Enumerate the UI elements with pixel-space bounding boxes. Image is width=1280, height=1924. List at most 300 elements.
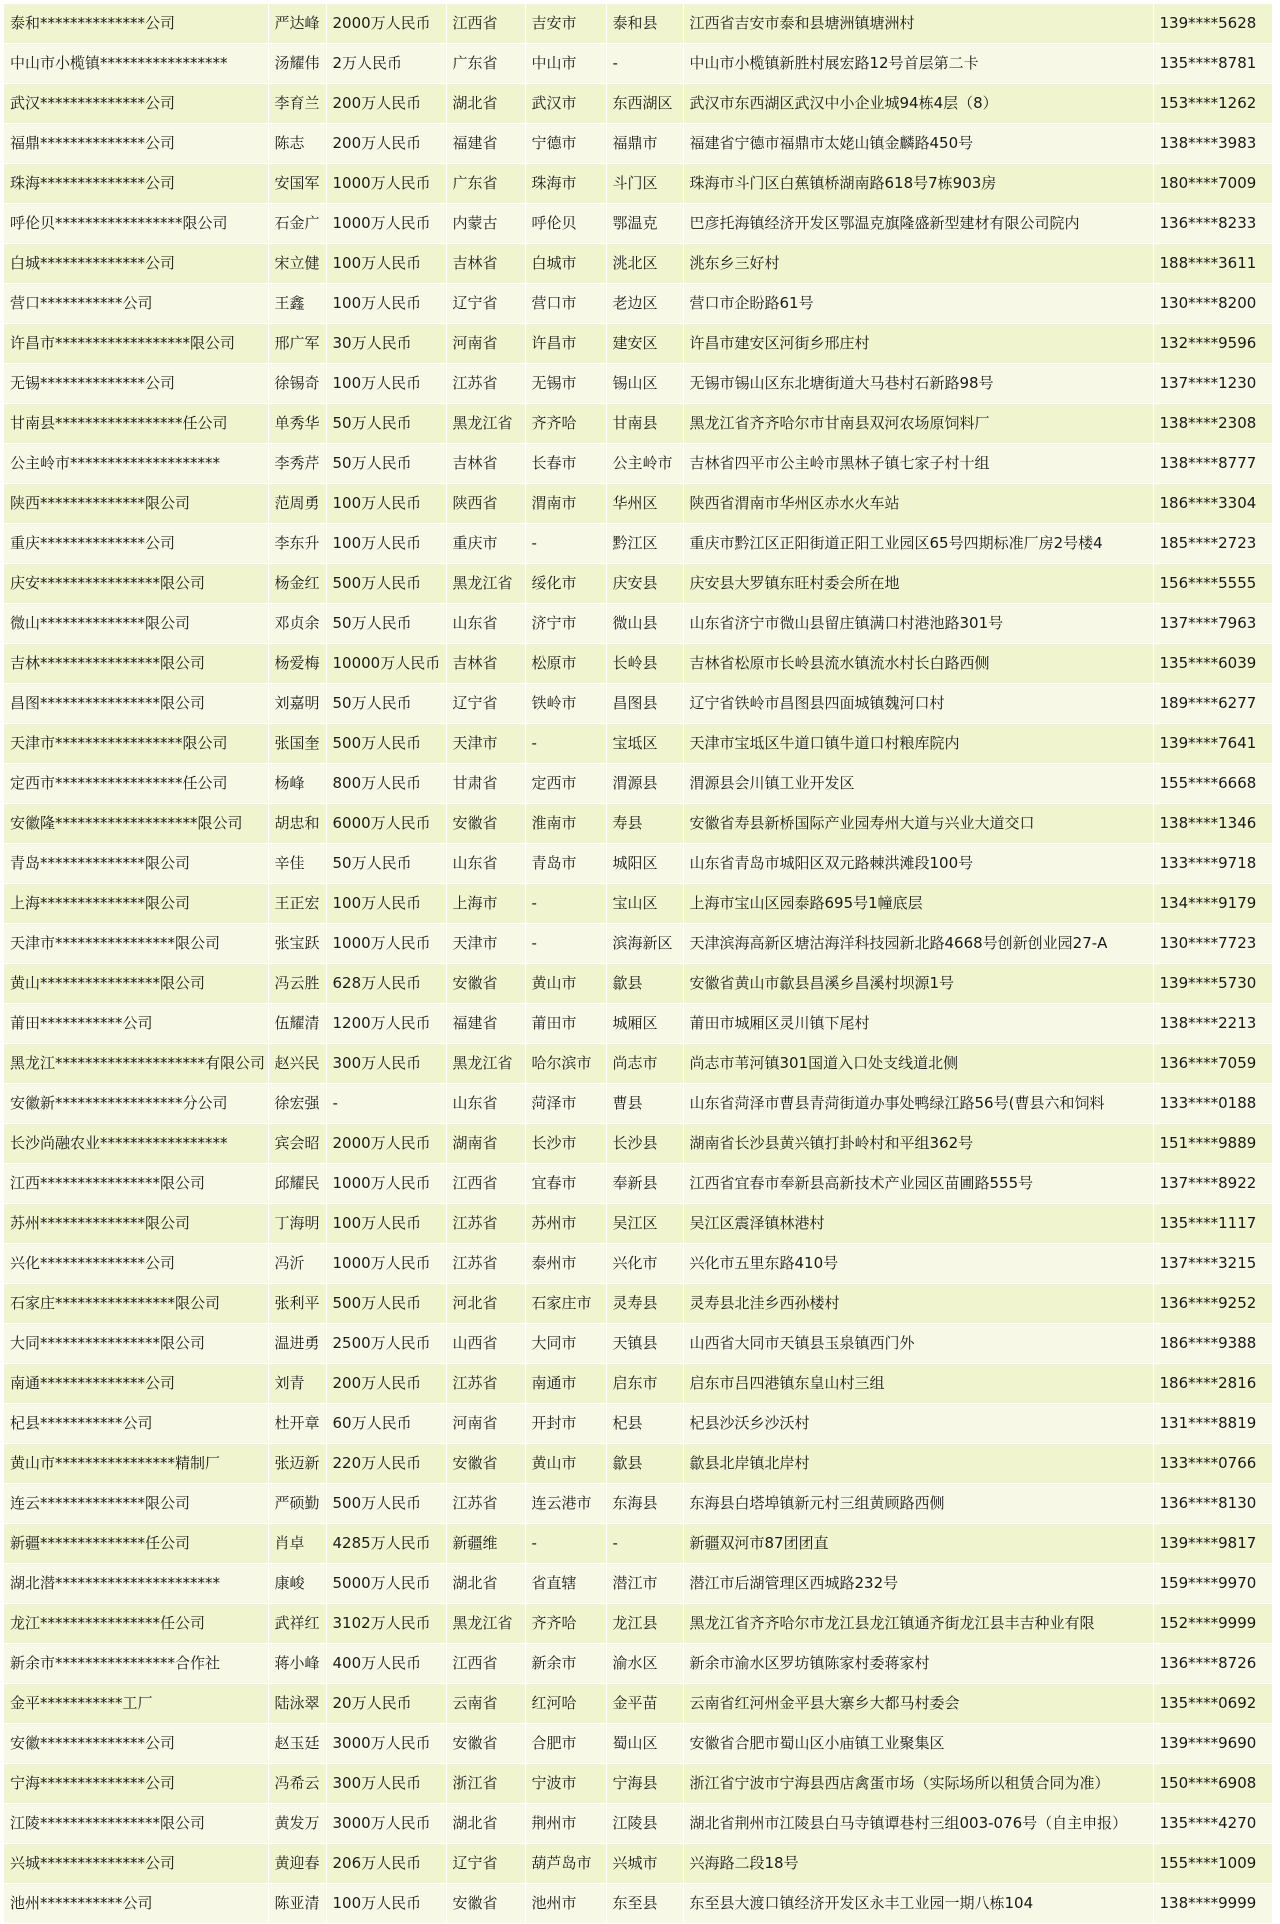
- legal-rep-cell: 伍耀清: [268, 1004, 326, 1044]
- legal-rep-cell: 邓贞余: [268, 604, 326, 644]
- legal-rep-cell: 黄发万: [268, 1804, 326, 1844]
- table-row: [4, 1284, 1272, 1324]
- table-row: [4, 84, 1272, 124]
- district-cell: 滨海新区: [606, 924, 683, 964]
- address-cell: 云南省红河州金平县大寨乡大都马村委会: [683, 1684, 1153, 1724]
- city-cell: 许昌市: [525, 324, 606, 364]
- district-cell: 长沙县: [606, 1124, 683, 1164]
- table-row: [4, 1564, 1272, 1604]
- province-cell: 安徽省: [446, 804, 525, 844]
- legal-rep-cell: 汤耀伟: [268, 44, 326, 84]
- registered-capital-cell: 800万人民币: [326, 764, 446, 804]
- legal-rep-cell: 徐锡奇: [268, 364, 326, 404]
- registered-capital-cell: 500万人民币: [326, 1484, 446, 1524]
- registered-capital-cell: 50万人民币: [326, 444, 446, 484]
- registered-capital-cell: 3000万人民币: [326, 1724, 446, 1764]
- phone-cell: 136****8726: [1153, 1644, 1272, 1684]
- district-cell: 昌图县: [606, 684, 683, 724]
- phone-cell: 189****6277: [1153, 684, 1272, 724]
- phone-cell: 135****6039: [1153, 644, 1272, 684]
- address-cell: 上海市宝山区园泰路695号1幢底层: [683, 884, 1153, 924]
- phone-cell: 136****8233: [1153, 204, 1272, 244]
- company-name-cell: 黑龙江********************有限公司: [4, 1044, 268, 1084]
- phone-cell: 156****5555: [1153, 564, 1272, 604]
- company-name-cell: 陕西**************限公司: [4, 484, 268, 524]
- table-row: [4, 1524, 1272, 1564]
- address-cell: 陕西省渭南市华州区赤水火车站: [683, 484, 1153, 524]
- city-cell: 青岛市: [525, 844, 606, 884]
- table-row: [4, 644, 1272, 684]
- legal-rep-cell: 刘青: [268, 1364, 326, 1404]
- district-cell: 鄂温克: [606, 204, 683, 244]
- district-cell: 泰和县: [606, 4, 683, 44]
- phone-cell: 152****9999: [1153, 1604, 1272, 1644]
- registered-capital-cell: 1000万人民币: [326, 1244, 446, 1284]
- province-cell: 辽宁省: [446, 284, 525, 324]
- province-cell: 辽宁省: [446, 684, 525, 724]
- legal-rep-cell: 杨金红: [268, 564, 326, 604]
- province-cell: 河南省: [446, 1404, 525, 1444]
- province-cell: 云南省: [446, 1684, 525, 1724]
- company-name-cell: 甘南县*****************任公司: [4, 404, 268, 444]
- address-cell: 新疆双河市87团团直: [683, 1524, 1153, 1564]
- address-cell: 东海县白塔埠镇新元村三组黄顾路西侧: [683, 1484, 1153, 1524]
- city-cell: 无锡市: [525, 364, 606, 404]
- address-cell: 兴化市五里东路410号: [683, 1244, 1153, 1284]
- city-cell: 泰州市: [525, 1244, 606, 1284]
- address-cell: 巴彦托海镇经济开发区鄂温克旗隆盛新型建材有限公司院内: [683, 204, 1153, 244]
- district-cell: 兴城市: [606, 1844, 683, 1884]
- city-cell: -: [525, 1524, 606, 1564]
- phone-cell: 133****0766: [1153, 1444, 1272, 1484]
- table-row: [4, 1604, 1272, 1644]
- city-cell: 定西市: [525, 764, 606, 804]
- phone-cell: 137****3215: [1153, 1244, 1272, 1284]
- address-cell: 天津滨海高新区塘沽海洋科技园新北路4668号创新创业园27-A: [683, 924, 1153, 964]
- address-cell: 杞县沙沃乡沙沃村: [683, 1404, 1153, 1444]
- company-name-cell: 庆安****************限公司: [4, 564, 268, 604]
- address-cell: 渭源县会川镇工业开发区: [683, 764, 1153, 804]
- legal-rep-cell: 康峻: [268, 1564, 326, 1604]
- city-cell: 武汉市: [525, 84, 606, 124]
- city-cell: 池州市: [525, 1884, 606, 1924]
- company-name-cell: 莆田***********公司: [4, 1004, 268, 1044]
- phone-cell: 188****3611: [1153, 244, 1272, 284]
- province-cell: 江苏省: [446, 1244, 525, 1284]
- legal-rep-cell: 严达峰: [268, 4, 326, 44]
- province-cell: 陕西省: [446, 484, 525, 524]
- registered-capital-cell: 50万人民币: [326, 684, 446, 724]
- table-row: [4, 1204, 1272, 1244]
- city-cell: 长春市: [525, 444, 606, 484]
- company-name-cell: 武汉**************公司: [4, 84, 268, 124]
- district-cell: 龙江县: [606, 1604, 683, 1644]
- table-row: [4, 324, 1272, 364]
- district-cell: 洮北区: [606, 244, 683, 284]
- table-row: [4, 404, 1272, 444]
- registered-capital-cell: 6000万人民币: [326, 804, 446, 844]
- registered-capital-cell: 50万人民币: [326, 404, 446, 444]
- registered-capital-cell: 200万人民币: [326, 84, 446, 124]
- legal-rep-cell: 肖卓: [268, 1524, 326, 1564]
- district-cell: 吴江区: [606, 1204, 683, 1244]
- address-cell: 中山市小榄镇新胜村展宏路12号首层第二卡: [683, 44, 1153, 84]
- district-cell: 渝水区: [606, 1644, 683, 1684]
- table-body: [4, 4, 1272, 1924]
- address-cell: 吉林省松原市长岭县流水镇流水村长白路西侧: [683, 644, 1153, 684]
- province-cell: 河南省: [446, 324, 525, 364]
- table-row: [4, 364, 1272, 404]
- district-cell: 老边区: [606, 284, 683, 324]
- registered-capital-cell: 2000万人民币: [326, 1124, 446, 1164]
- province-cell: 上海市: [446, 884, 525, 924]
- address-cell: 兴海路二段18号: [683, 1844, 1153, 1884]
- district-cell: 江陵县: [606, 1804, 683, 1844]
- company-name-cell: 苏州**************限公司: [4, 1204, 268, 1244]
- table-row: [4, 1244, 1272, 1284]
- legal-rep-cell: 陈亚清: [268, 1884, 326, 1924]
- phone-cell: 159****9970: [1153, 1564, 1272, 1604]
- company-name-cell: 兴化**************公司: [4, 1244, 268, 1284]
- legal-rep-cell: 武祥红: [268, 1604, 326, 1644]
- phone-cell: 180****7009: [1153, 164, 1272, 204]
- province-cell: 辽宁省: [446, 1844, 525, 1884]
- company-name-cell: 天津市****************限公司: [4, 924, 268, 964]
- city-cell: 南通市: [525, 1364, 606, 1404]
- table-row: [4, 1324, 1272, 1364]
- province-cell: 新疆维: [446, 1524, 525, 1564]
- district-cell: 甘南县: [606, 404, 683, 444]
- company-name-cell: 中山市小榄镇*****************: [4, 44, 268, 84]
- province-cell: 河北省: [446, 1284, 525, 1324]
- address-cell: 安徽省黄山市歙县昌溪乡昌溪村坝源1号: [683, 964, 1153, 1004]
- province-cell: 安徽省: [446, 964, 525, 1004]
- registered-capital-cell: 100万人民币: [326, 484, 446, 524]
- registered-capital-cell: 500万人民币: [326, 1284, 446, 1324]
- province-cell: 江苏省: [446, 1484, 525, 1524]
- address-cell: 江西省吉安市泰和县塘洲镇塘洲村: [683, 4, 1153, 44]
- province-cell: 山西省: [446, 1324, 525, 1364]
- table-row: [4, 1484, 1272, 1524]
- company-name-cell: 安徽隆*******************限公司: [4, 804, 268, 844]
- district-cell: 启东市: [606, 1364, 683, 1404]
- registered-capital-cell: 400万人民币: [326, 1644, 446, 1684]
- district-cell: 福鼎市: [606, 124, 683, 164]
- city-cell: 松原市: [525, 644, 606, 684]
- table-row: [4, 1004, 1272, 1044]
- city-cell: -: [525, 924, 606, 964]
- phone-cell: 132****9596: [1153, 324, 1272, 364]
- province-cell: 吉林省: [446, 244, 525, 284]
- district-cell: 歙县: [606, 1444, 683, 1484]
- table-row: [4, 1764, 1272, 1804]
- table-row: [4, 1724, 1272, 1764]
- province-cell: 湖北省: [446, 84, 525, 124]
- province-cell: 黑龙江省: [446, 404, 525, 444]
- city-cell: 省直辖: [525, 1564, 606, 1604]
- district-cell: -: [606, 1524, 683, 1564]
- phone-cell: 138****2308: [1153, 404, 1272, 444]
- table-row: [4, 1884, 1272, 1924]
- phone-cell: 139****5628: [1153, 4, 1272, 44]
- province-cell: 浙江省: [446, 1764, 525, 1804]
- address-cell: 安徽省寿县新桥国际产业园寿州大道与兴业大道交口: [683, 804, 1153, 844]
- registered-capital-cell: 1000万人民币: [326, 164, 446, 204]
- province-cell: 湖北省: [446, 1804, 525, 1844]
- phone-cell: 130****7723: [1153, 924, 1272, 964]
- city-cell: 绥化市: [525, 564, 606, 604]
- city-cell: 铁岭市: [525, 684, 606, 724]
- table-row: [4, 604, 1272, 644]
- company-name-cell: 兴城**************公司: [4, 1844, 268, 1884]
- province-cell: 安徽省: [446, 1724, 525, 1764]
- company-name-cell: 上海**************限公司: [4, 884, 268, 924]
- city-cell: 营口市: [525, 284, 606, 324]
- legal-rep-cell: 冯沂: [268, 1244, 326, 1284]
- address-cell: 无锡市锡山区东北塘街道大马巷村石新路98号: [683, 364, 1153, 404]
- province-cell: 山东省: [446, 844, 525, 884]
- table-row: [4, 884, 1272, 924]
- city-cell: 济宁市: [525, 604, 606, 644]
- city-cell: 菏泽市: [525, 1084, 606, 1124]
- table-row: [4, 484, 1272, 524]
- registered-capital-cell: 3000万人民币: [326, 1804, 446, 1844]
- phone-cell: 186****2816: [1153, 1364, 1272, 1404]
- phone-cell: 134****9179: [1153, 884, 1272, 924]
- legal-rep-cell: 陈志: [268, 124, 326, 164]
- province-cell: 福建省: [446, 124, 525, 164]
- city-cell: 开封市: [525, 1404, 606, 1444]
- province-cell: 黑龙江省: [446, 1604, 525, 1644]
- registered-capital-cell: 100万人民币: [326, 1204, 446, 1244]
- phone-cell: 139****7641: [1153, 724, 1272, 764]
- registered-capital-cell: 220万人民币: [326, 1444, 446, 1484]
- legal-rep-cell: 赵兴民: [268, 1044, 326, 1084]
- phone-cell: 136****8130: [1153, 1484, 1272, 1524]
- province-cell: 天津市: [446, 724, 525, 764]
- company-name-cell: 福鼎**************公司: [4, 124, 268, 164]
- legal-rep-cell: 张国奎: [268, 724, 326, 764]
- address-cell: 浙江省宁波市宁海县西店禽蛋市场（实际场所以租赁合同为准）: [683, 1764, 1153, 1804]
- legal-rep-cell: 李秀芹: [268, 444, 326, 484]
- district-cell: 兴化市: [606, 1244, 683, 1284]
- address-cell: 福建省宁德市福鼎市太姥山镇金麟路450号: [683, 124, 1153, 164]
- company-name-cell: 黄山市****************精制厂: [4, 1444, 268, 1484]
- company-table-container: [4, 4, 1272, 1924]
- phone-cell: 133****9718: [1153, 844, 1272, 884]
- company-name-cell: 泰和**************公司: [4, 4, 268, 44]
- phone-cell: 151****9889: [1153, 1124, 1272, 1164]
- province-cell: 安徽省: [446, 1884, 525, 1924]
- registered-capital-cell: -: [326, 1084, 446, 1124]
- registered-capital-cell: 100万人民币: [326, 1884, 446, 1924]
- table-row: [4, 124, 1272, 164]
- city-cell: -: [525, 524, 606, 564]
- city-cell: 吉安市: [525, 4, 606, 44]
- address-cell: 湖南省长沙县黄兴镇打卦岭村和平组362号: [683, 1124, 1153, 1164]
- province-cell: 安徽省: [446, 1444, 525, 1484]
- address-cell: 新余市渝水区罗坊镇陈家村委蒋家村: [683, 1644, 1153, 1684]
- company-name-cell: 青岛**************限公司: [4, 844, 268, 884]
- address-cell: 珠海市斗门区白蕉镇桥湖南路618号7栋903房: [683, 164, 1153, 204]
- city-cell: -: [525, 724, 606, 764]
- legal-rep-cell: 张利平: [268, 1284, 326, 1324]
- address-cell: 江西省宜春市奉新县高新技术产业园区苗圃路555号: [683, 1164, 1153, 1204]
- registered-capital-cell: 100万人民币: [326, 364, 446, 404]
- phone-cell: 139****9817: [1153, 1524, 1272, 1564]
- city-cell: 红河哈: [525, 1684, 606, 1724]
- company-name-cell: 连云**************限公司: [4, 1484, 268, 1524]
- table-row: [4, 964, 1272, 1004]
- phone-cell: 186****9388: [1153, 1324, 1272, 1364]
- table-row: [4, 244, 1272, 284]
- city-cell: 哈尔滨市: [525, 1044, 606, 1084]
- company-name-cell: 石家庄****************限公司: [4, 1284, 268, 1324]
- city-cell: 呼伦贝: [525, 204, 606, 244]
- address-cell: 灵寿县北洼乡西孙楼村: [683, 1284, 1153, 1324]
- phone-cell: 135****4270: [1153, 1804, 1272, 1844]
- legal-rep-cell: 杨峰: [268, 764, 326, 804]
- legal-rep-cell: 徐宏强: [268, 1084, 326, 1124]
- registered-capital-cell: 2500万人民币: [326, 1324, 446, 1364]
- company-name-cell: 天津市*****************限公司: [4, 724, 268, 764]
- province-cell: 吉林省: [446, 644, 525, 684]
- phone-cell: 135****1117: [1153, 1204, 1272, 1244]
- table-row: [4, 204, 1272, 244]
- legal-rep-cell: 宾会昭: [268, 1124, 326, 1164]
- address-cell: 东至县大渡口镇经济开发区永丰工业园一期八栋104: [683, 1884, 1153, 1924]
- phone-cell: 135****8781: [1153, 44, 1272, 84]
- address-cell: 洮东乡三好村: [683, 244, 1153, 284]
- province-cell: 江苏省: [446, 1204, 525, 1244]
- company-name-cell: 昌图****************限公司: [4, 684, 268, 724]
- city-cell: 新余市: [525, 1644, 606, 1684]
- registered-capital-cell: 4285万人民币: [326, 1524, 446, 1564]
- phone-cell: 139****9690: [1153, 1724, 1272, 1764]
- registered-capital-cell: 200万人民币: [326, 1364, 446, 1404]
- legal-rep-cell: 冯云胜: [268, 964, 326, 1004]
- district-cell: 宝坻区: [606, 724, 683, 764]
- district-cell: 庆安县: [606, 564, 683, 604]
- registered-capital-cell: 1000万人民币: [326, 924, 446, 964]
- province-cell: 湖南省: [446, 1124, 525, 1164]
- phone-cell: 136****7059: [1153, 1044, 1272, 1084]
- province-cell: 内蒙古: [446, 204, 525, 244]
- city-cell: 中山市: [525, 44, 606, 84]
- table-row: [4, 1804, 1272, 1844]
- city-cell: 黄山市: [525, 964, 606, 1004]
- province-cell: 重庆市: [446, 524, 525, 564]
- company-name-cell: 南通**************公司: [4, 1364, 268, 1404]
- registered-capital-cell: 30万人民币: [326, 324, 446, 364]
- registered-capital-cell: 2万人民币: [326, 44, 446, 84]
- table-row: [4, 1444, 1272, 1484]
- phone-cell: 130****8200: [1153, 284, 1272, 324]
- legal-rep-cell: 杨爱梅: [268, 644, 326, 684]
- table-row: [4, 804, 1272, 844]
- table-row: [4, 1124, 1272, 1164]
- province-cell: 福建省: [446, 1004, 525, 1044]
- province-cell: 江苏省: [446, 364, 525, 404]
- district-cell: 锡山区: [606, 364, 683, 404]
- table-row: [4, 44, 1272, 84]
- company-name-cell: 杞县***********公司: [4, 1404, 268, 1444]
- legal-rep-cell: 石金广: [268, 204, 326, 244]
- address-cell: 吴江区震泽镇林港村: [683, 1204, 1153, 1244]
- address-cell: 黑龙江省齐齐哈尔市甘南县双河农场原饲料厂: [683, 404, 1153, 444]
- registered-capital-cell: 300万人民币: [326, 1764, 446, 1804]
- legal-rep-cell: 邱耀民: [268, 1164, 326, 1204]
- district-cell: 渭源县: [606, 764, 683, 804]
- address-cell: 安徽省合肥市蜀山区小庙镇工业聚集区: [683, 1724, 1153, 1764]
- registered-capital-cell: 2000万人民币: [326, 4, 446, 44]
- company-name-cell: 无锡**************公司: [4, 364, 268, 404]
- province-cell: 山东省: [446, 1084, 525, 1124]
- registered-capital-cell: 50万人民币: [326, 844, 446, 884]
- phone-cell: 138****3983: [1153, 124, 1272, 164]
- registered-capital-cell: 50万人民币: [326, 604, 446, 644]
- company-name-cell: 湖北潜**********************: [4, 1564, 268, 1604]
- address-cell: 辽宁省铁岭市昌图县四面城镇魏河口村: [683, 684, 1153, 724]
- province-cell: 湖北省: [446, 1564, 525, 1604]
- city-cell: -: [525, 884, 606, 924]
- registered-capital-cell: 1200万人民币: [326, 1004, 446, 1044]
- district-cell: 蜀山区: [606, 1724, 683, 1764]
- table-row: [4, 164, 1272, 204]
- legal-rep-cell: 范周勇: [268, 484, 326, 524]
- registered-capital-cell: 10000万人民币: [326, 644, 446, 684]
- district-cell: 金平苗: [606, 1684, 683, 1724]
- registered-capital-cell: 100万人民币: [326, 884, 446, 924]
- province-cell: 广东省: [446, 164, 525, 204]
- company-name-cell: 重庆**************公司: [4, 524, 268, 564]
- table-row: [4, 1644, 1272, 1684]
- province-cell: 黑龙江省: [446, 564, 525, 604]
- province-cell: 江西省: [446, 1164, 525, 1204]
- city-cell: 黄山市: [525, 1444, 606, 1484]
- company-name-cell: 池州***********公司: [4, 1884, 268, 1924]
- company-name-cell: 安徽**************公司: [4, 1724, 268, 1764]
- table-row: [4, 1364, 1272, 1404]
- address-cell: 黑龙江省齐齐哈尔市龙江县龙江镇通齐街龙江县丰吉种业有限: [683, 1604, 1153, 1644]
- company-name-cell: 安徽新*****************分公司: [4, 1084, 268, 1124]
- company-name-cell: 白城**************公司: [4, 244, 268, 284]
- phone-cell: 133****0188: [1153, 1084, 1272, 1124]
- address-cell: 山东省济宁市微山县留庄镇满口村港池路301号: [683, 604, 1153, 644]
- district-cell: 潜江市: [606, 1564, 683, 1604]
- phone-cell: 136****9252: [1153, 1284, 1272, 1324]
- legal-rep-cell: 李育兰: [268, 84, 326, 124]
- district-cell: 公主岭市: [606, 444, 683, 484]
- company-name-cell: 江陵****************限公司: [4, 1804, 268, 1844]
- district-cell: 城阳区: [606, 844, 683, 884]
- legal-rep-cell: 张迈新: [268, 1444, 326, 1484]
- registered-capital-cell: 628万人民币: [326, 964, 446, 1004]
- city-cell: 合肥市: [525, 1724, 606, 1764]
- province-cell: 广东省: [446, 44, 525, 84]
- legal-rep-cell: 丁海明: [268, 1204, 326, 1244]
- phone-cell: 135****0692: [1153, 1684, 1272, 1724]
- address-cell: 天津市宝坻区牛道口镇牛道口村粮库院内: [683, 724, 1153, 764]
- table-row: [4, 524, 1272, 564]
- company-name-cell: 大同****************限公司: [4, 1324, 268, 1364]
- registered-capital-cell: 3102万人民币: [326, 1604, 446, 1644]
- table-row: [4, 924, 1272, 964]
- company-name-cell: 公主岭市********************: [4, 444, 268, 484]
- legal-rep-cell: 胡忠和: [268, 804, 326, 844]
- city-cell: 渭南市: [525, 484, 606, 524]
- district-cell: 歙县: [606, 964, 683, 1004]
